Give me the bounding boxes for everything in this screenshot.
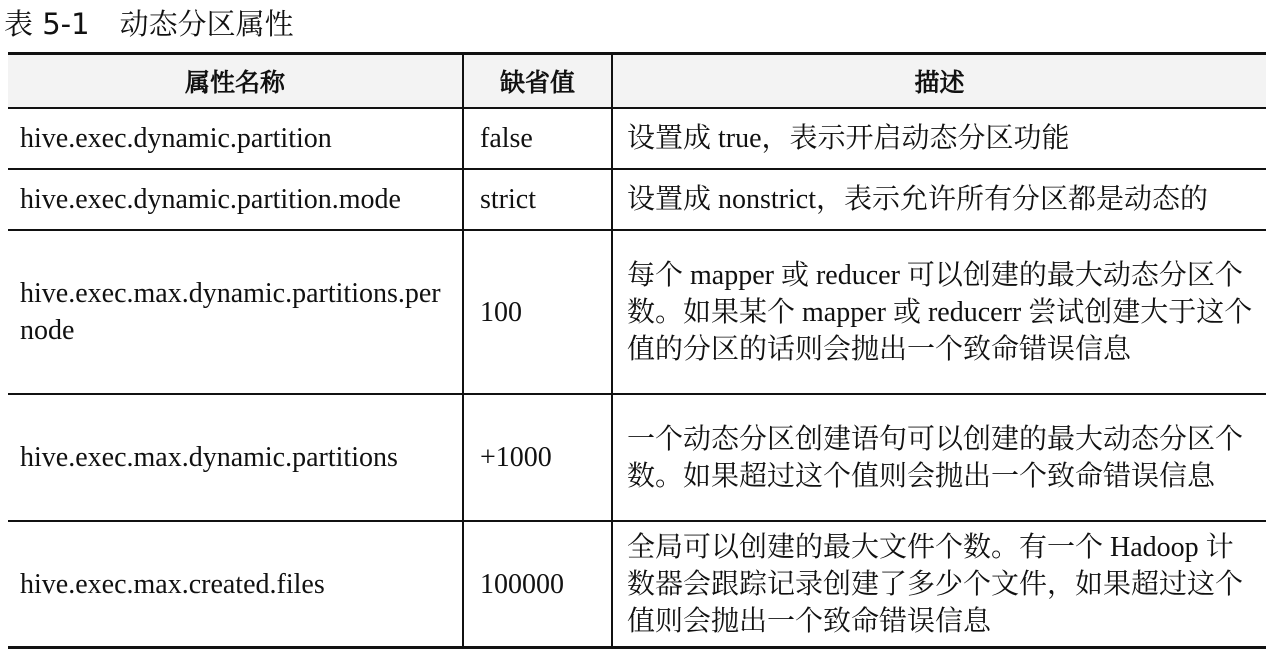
- description-cell: 每个 mapper 或 reducer 可以创建的最大动态分区个数。如果某个 mapper 或 reducerr 尝试创建大于这个值的分区的话则会抛出一个致命错误信息: [612, 230, 1266, 394]
- default-value-cell: 100000: [463, 521, 612, 648]
- table-row: [8, 230, 1266, 394]
- header-default-value: 缺省值: [463, 54, 612, 109]
- table-caption: [4, 4, 294, 44]
- property-name-cell: hive.exec.dynamic.partition: [8, 108, 463, 169]
- table-row: [8, 521, 1266, 648]
- table-row: [8, 108, 1266, 169]
- description-cell: 全局可以创建的最大文件个数。有一个 Hadoop 计数器会跟踪记录创建了多少个文件，如果超过这个值则会抛出一个致命错误信息: [612, 521, 1266, 648]
- description-cell: 设置成 true，表示开启动态分区功能: [612, 108, 1266, 169]
- table-row: [8, 394, 1266, 521]
- table-title: 动态分区属性: [119, 7, 294, 41]
- property-name-cell: hive.exec.max.dynamic.partitions.pernode: [8, 230, 463, 394]
- properties-table: [8, 52, 1266, 649]
- property-name-cell: hive.exec.dynamic.partition.mode: [8, 169, 463, 230]
- property-name-cell: hive.exec.max.created.files: [8, 521, 463, 648]
- property-name-cell: hive.exec.max.dynamic.partitions: [8, 394, 463, 521]
- header-row: [8, 54, 1266, 109]
- table-row: [8, 169, 1266, 230]
- description-cell: 一个动态分区创建语句可以创建的最大动态分区个数。如果超过这个值则会抛出一个致命错误信息: [612, 394, 1266, 521]
- header-description: 描述: [612, 54, 1266, 109]
- default-value-cell: +1000: [463, 394, 612, 521]
- description-cell: 设置成 nonstrict，表示允许所有分区都是动态的: [612, 169, 1266, 230]
- default-value-cell: 100: [463, 230, 612, 394]
- default-value-cell: false: [463, 108, 612, 169]
- header-property-name: 属性名称: [8, 54, 463, 109]
- default-value-cell: strict: [463, 169, 612, 230]
- table-number: 表 5-1: [4, 7, 90, 41]
